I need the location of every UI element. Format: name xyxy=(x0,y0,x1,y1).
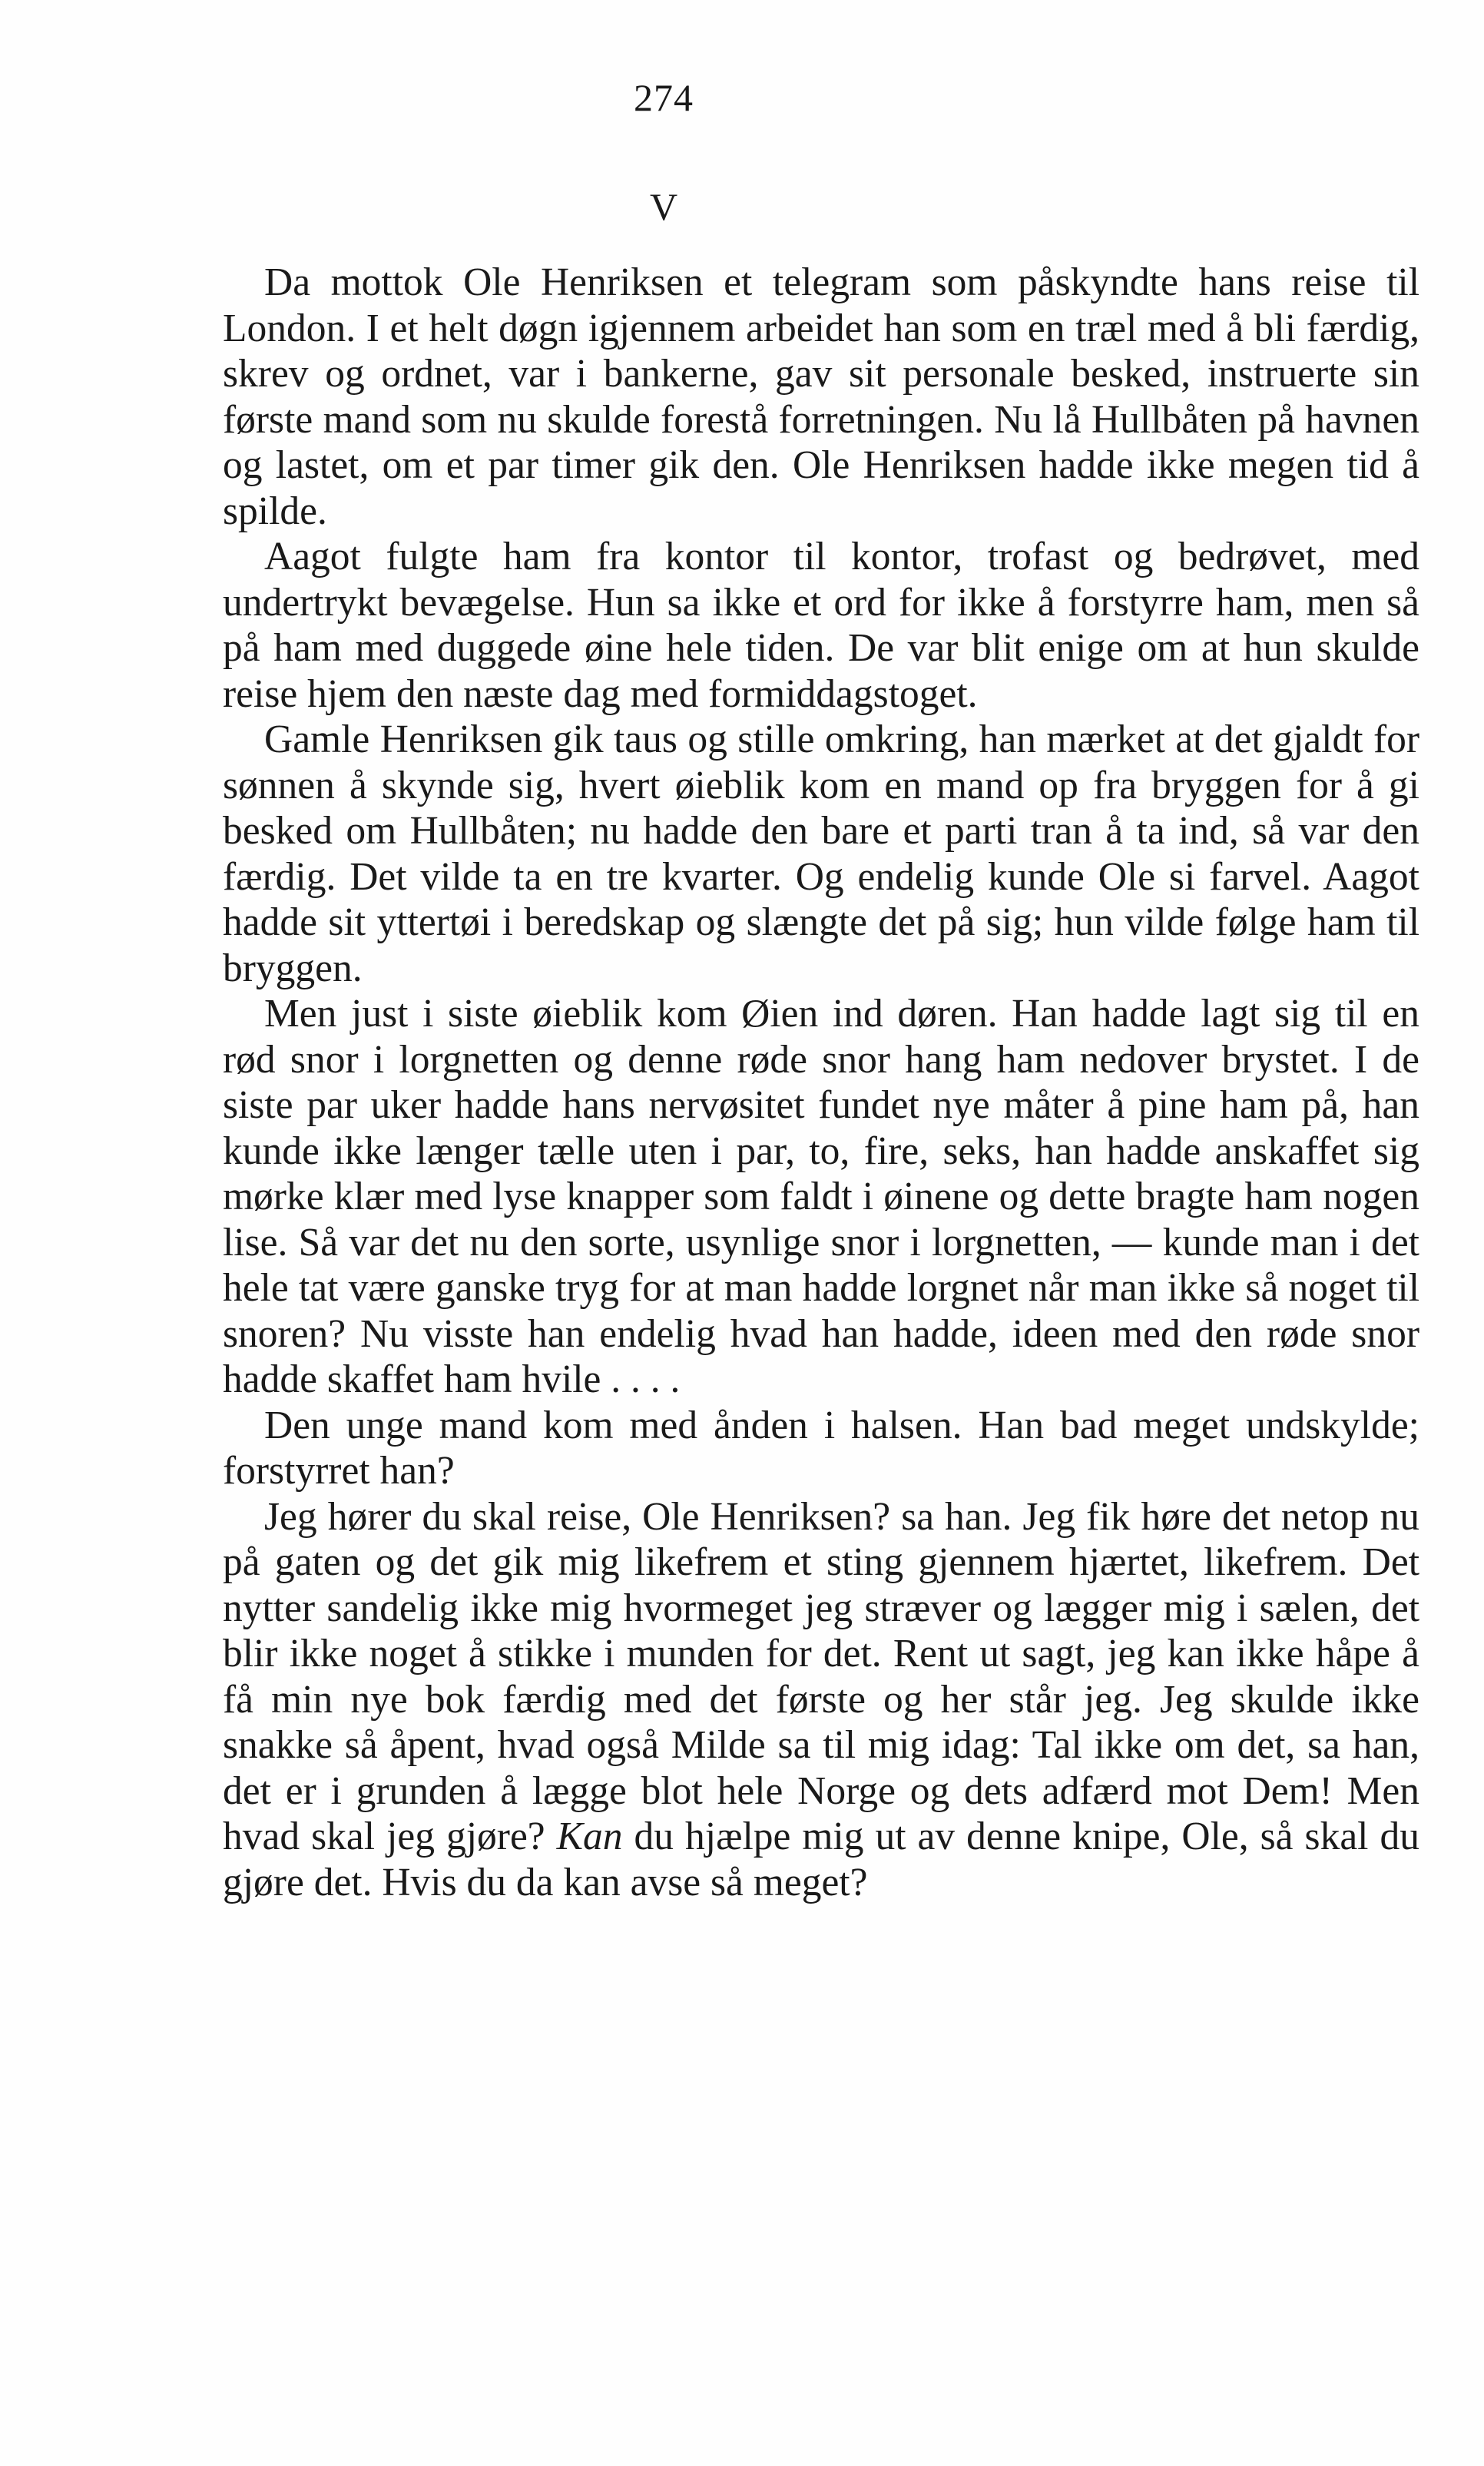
paragraph: Da mottok Ole Henriksen et telegram som påskyndte hans reise til London. I et helt døgn igjennem arbeidet han som en træl med å bli færdig, skrev og ordnet, var i bankerne, gav sit personale besked, instruerte sin første mand som nu skulde forestå forretningen. Nu lå Hullbåten på havnen og lastet, om et par timer gik den. Ole Henriksen hadde ikke megen tid å spilde. xyxy=(223,260,1419,533)
paragraph: Aagot fulgte ham fra kontor til kontor, trofast og bedrøvet, med undertrykt bevægelse. Hun sa ikke et ord for ikke å forstyrre ham, men så på ham med duggede øine hele tiden. De var blit enige om at hun skulde reise hjem den næste dag med formiddagstoget. xyxy=(223,535,1419,716)
paragraph: Men just i siste øieblik kom Øien ind døren. Han hadde lagt sig til en rød snor i lorgnetten og denne røde snor hang ham nedover brystet. I de siste par uker hadde hans nervøsitet fundet nye måter å pine ham på, han kunde ikke længer tælle uten i par, to, fire, seks, han hadde anskaffet sig mørke klær med lyse knapper som faldt i øinene og dette bragte ham nogen lise. Så var det nu den sorte, usynlige snor i lorgnetten, — kunde man i det hele tat være ganske tryg for at man hadde lorgnet når man ikke så noget til snoren? Nu visste han endelig hvad han hadde, ideen med den røde snor hadde skaffet ham hvile . . . . xyxy=(223,992,1419,1401)
page-number: 274 xyxy=(634,76,694,119)
italic-word: Kan xyxy=(556,1815,623,1858)
text-run: Jeg hører du skal reise, Ole Henriksen? sa han. Jeg fik høre det netop nu på gaten og det gik mig likefrem et sting gjennem hjærtet, likefrem. Det nytter sandelig ikke mig hvormeget jeg stræver og lægger mig i sælen, det blir ikke noget å stikke i munden for det. Rent ut sagt, jeg kan ikke håpe å få min nye bok færdig med det første og her står jeg. Jeg skulde ikke snakke så åpent, hvad også Milde sa til mig idag: Tal ikke om det, sa han, det er i grunden å lægge blot hele Norge og dets adfærd mot Dem! Men hvad skal jeg gjøre? xyxy=(223,1494,1419,1858)
paragraph-last xyxy=(223,1494,1419,1906)
paragraph: Den unge mand kom med ånden i halsen. Han bad meget undskylde; forstyrret han? xyxy=(223,1403,1419,1493)
text-run: du hjælpe mig ut av denne knipe, Ole, så skal du gjøre det. Hvis du da kan avse så meget? xyxy=(223,1815,1419,1904)
chapter-heading: V xyxy=(649,185,678,228)
body-text xyxy=(223,260,1419,1905)
paragraph: Gamle Henriksen gik taus og stille omkring, han mærket at det gjaldt for sønnen å skynde sig, hvert øieblik kom en mand op fra bryggen for å gi besked om Hullbåten; nu hadde den bare et parti tran å ta ind, så var den færdig. Det vilde ta en tre kvarter. Og endelig kunde Ole si farvel. Aagot hadde sit yttertøi i beredskap og slængte det på sig; hun vilde følge ham til bryggen. xyxy=(223,718,1419,990)
